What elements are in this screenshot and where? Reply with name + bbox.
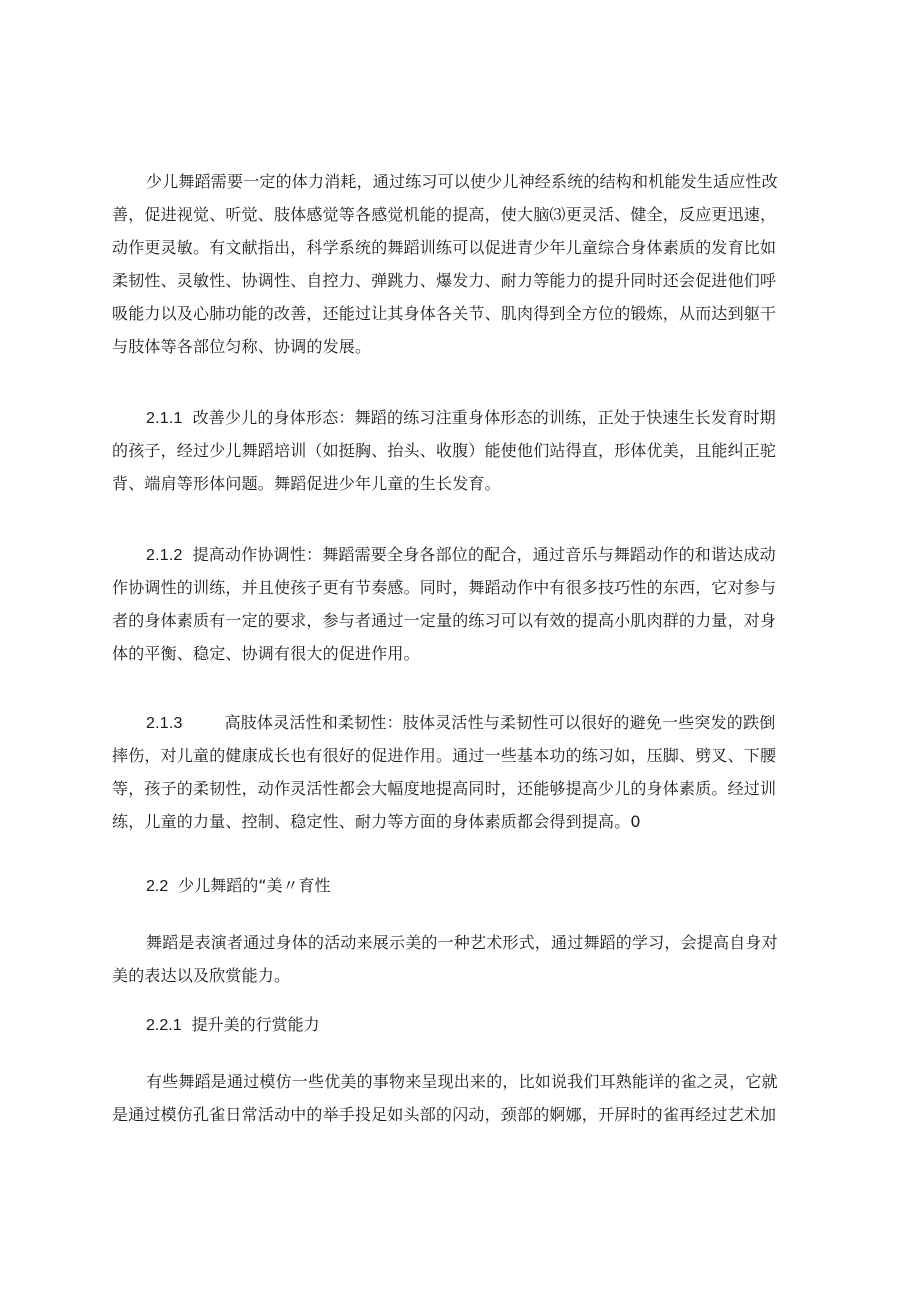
text-line: 少儿舞蹈需要一定的体力消耗，通过练习可以使少儿神经系统的结构和机能发生适应性改 [146, 172, 778, 191]
text-line: 作协调性的训练，并且使孩子更有节奏感。同时，舞蹈动作中有很多技巧性的东西，它对参与 [112, 578, 777, 597]
text-line: 体的平衡、稳定、协调有很大的促进作用。 [112, 644, 420, 663]
section-2-1-3 [112, 706, 812, 838]
text-line: 高肢体灵活性和柔韧性：肢体灵活性与柔韧性可以很好的避免一些突发的跌倒 [224, 713, 776, 732]
section-title: 提升美的行赏能力 [191, 1015, 320, 1034]
text-line: 背、端肩等形体问题。舞蹈促进少年儿童的生长发育。 [112, 474, 501, 493]
section-first-line [112, 706, 812, 739]
section-heading-2-2 [146, 869, 331, 903]
text-line: 吸能力以及心肺功能的改善，还能过让其身体各关节、肌肉得到全方位的锻炼，从而达到躯干 [112, 304, 777, 323]
text-line: 提高动作协调性：舞蹈需要全身各部位的配合，通过音乐与舞蹈动作的和谐达成动 [192, 545, 776, 564]
paragraph-intro [112, 165, 812, 363]
section-first-line [112, 538, 812, 571]
text-line: 改善少儿的身体形态：舞蹈的练习注重身体形态的训练，正处于快速生长发育时期 [192, 408, 776, 427]
text-line: 柔韧性、灵敏性、协调性、自控力、弹跳力、爆发力、耐力等能力的提升同时还会促进他们呼 [112, 271, 777, 290]
section-first-line [112, 401, 812, 434]
text-line: 等，孩子的柔韧性，动作灵活性都会大幅度地提高同时，还能够提高少儿的身体素质。经过训 [112, 779, 777, 798]
text-line: 有些舞蹈是通过模仿一些优美的事物来呈现出来的，比如说我们耳熟能详的雀之灵，它就 [146, 1072, 778, 1091]
section-heading-2-2-1 [146, 1008, 320, 1042]
section-title: 少儿舞蹈的“美〃育性 [178, 876, 331, 895]
text-line: 舞蹈是表演者通过身体的活动来展示美的一种艺术形式，通过舞蹈的学习，会提高自身对 [146, 933, 778, 952]
text-line: 善，促进视觉、听觉、肢体感觉等各感觉机能的提高，使大脑⑶更灵活、健全，反应更迅速， [112, 205, 777, 224]
section-number: 2.1.2 [146, 547, 183, 564]
paragraph-2-2 [112, 926, 812, 992]
text-line: 者的身体素质有一定的要求，参与者通过一定量的练习可以有效的提高小肌肉群的力量，对身 [112, 611, 777, 630]
text-line: 美的表达以及欣赏能力。 [112, 966, 291, 985]
section-2-1-2 [112, 538, 812, 670]
text-line: 练，儿童的力量、控制、稳定性、耐力等方面的身体素质都会得到提高。0 [112, 812, 641, 831]
text-line: 摔伤，对儿童的健康成长也有很好的促进作用。通过一些基本功的练习如，压脚、劈叉、下腰 [112, 746, 777, 765]
section-2-1-1 [112, 401, 812, 500]
text-line: 与肢体等各部位匀称、协调的发展。 [112, 337, 372, 356]
paragraph-2-2-1 [112, 1065, 812, 1131]
section-number: 2.2 [146, 878, 169, 895]
text-line: 是通过模仿孔雀日常活动中的举手投足如头部的闪动，颈部的婀娜，开屏时的雀再经过艺术加 [112, 1105, 777, 1124]
section-number: 2.2.1 [146, 1017, 182, 1034]
section-number: 2.1.3 [146, 715, 183, 732]
section-number: 2.1.1 [146, 410, 183, 427]
text-line: 的孩子，经过少儿舞蹈培训（如挺胸、抬头、收腹）能使他们站得直，形体优美，且能纠正驼 [112, 441, 777, 460]
text-line: 动作更灵敏。有文献指出，科学系统的舞蹈训练可以促进青少年儿童综合身体素质的发育比如 [112, 238, 777, 257]
